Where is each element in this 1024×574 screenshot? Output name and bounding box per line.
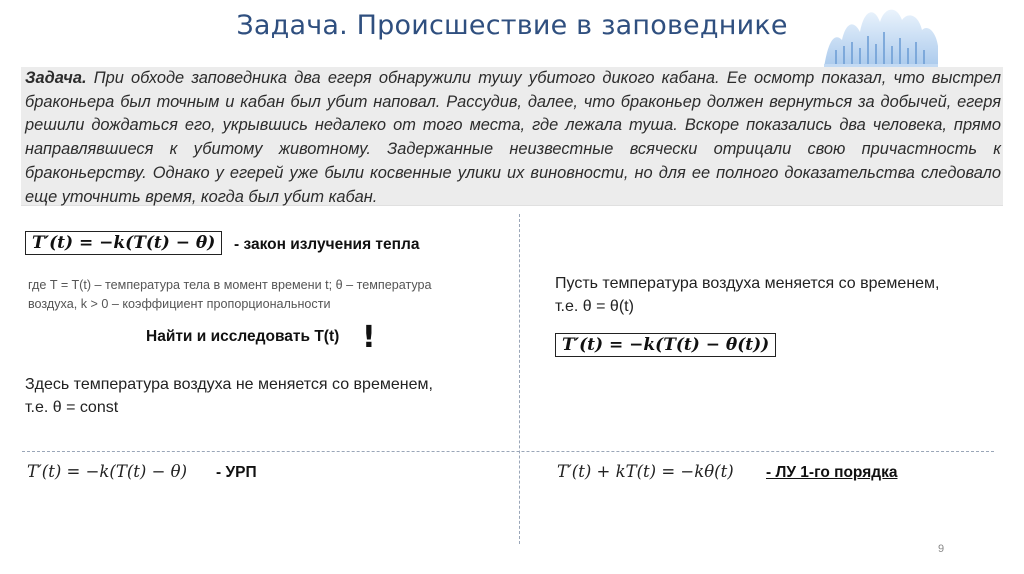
task-label: Задача.: [25, 69, 87, 87]
horizontal-divider: [22, 451, 994, 452]
linear-equation-label: - ЛУ 1-го порядка: [766, 464, 898, 481]
vertical-divider: [519, 214, 520, 544]
task-text: При обходе заповедника два егеря обнаружили тушу убитого дикого кабана. Ее осмотр показал, что выстрел браконьера был точным и кабан был убит наповал. Рассудив, далее, что браконьер должен вернуться за добычей, егеря решили дождаться его, укрывшись недалеко от того места, где лежала туша. Вскоре показались два человека, прямо направлявшиеся к убитому животному. Задержанные неизвестные всячески отрицали свою причастность к браконьерству. Однако у егерей уже были косвенные улики их виновности, но для ее полного доказательства следовало еще уточнить время, когда был убит кабан.: [25, 69, 1001, 206]
heat-law-label: - закон излучения тепла: [234, 236, 420, 253]
variable-temperature-note: [555, 272, 940, 318]
task-description: [25, 67, 1001, 209]
page-number: 9: [938, 543, 945, 555]
variable-heat-law-formula: T′(t) = −k(T(t) − θ(t)): [555, 333, 776, 357]
find-task-label: Найти и исследовать T(t): [146, 328, 340, 345]
definition-line-2: воздуха, k > 0 – коэффициент пропорциональности: [28, 297, 331, 311]
exclamation-mark: !: [362, 320, 376, 355]
urp-formula: T′(t) = −k(T(t) − θ): [27, 462, 188, 481]
constant-line-2: т.е. θ = const: [25, 399, 119, 416]
heat-law-formula: T′(t) = −k(T(t) − θ): [25, 231, 222, 255]
winter-forest-logo: [822, 2, 940, 70]
definitions: [28, 276, 432, 314]
task-panel: [21, 67, 1003, 206]
slide-title: Задача. Происшествие в заповеднике: [236, 10, 788, 41]
constant-line-1: Здесь температура воздуха не меняется со временем,: [25, 376, 433, 393]
constant-temperature-note: [25, 373, 433, 419]
linear-equation-formula: T′(t) + kT(t) = −kθ(t): [557, 462, 734, 481]
variable-line-1: Пусть температура воздуха меняется со временем,: [555, 275, 940, 292]
urp-label: - УРП: [216, 464, 257, 481]
variable-line-2: т.е. θ = θ(t): [555, 298, 634, 315]
definition-line-1: где T = T(t) – температура тела в момент времени t; θ – температура: [28, 278, 432, 292]
